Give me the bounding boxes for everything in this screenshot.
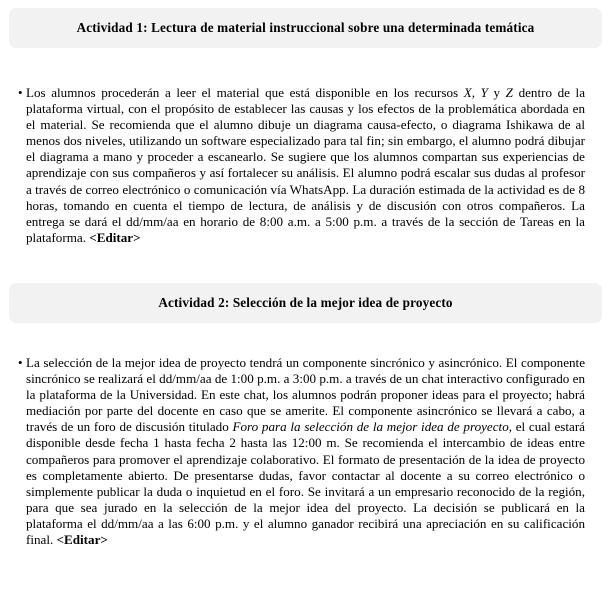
activity-1-bullet-row (18, 85, 585, 246)
activity-1-paragraph: Los alumnos procederán a leer el material que está disponible en los recursos X, Y y Z dentro de la plataforma virtual, con el propósito de establecer las causas y los efectos de la problemática abordada en el material. Se recomienda que el alumno dibuje un diagrama causa-efecto, o diagrama Ishikawa de al menos dos niveles, utilizando un software especializado para tal fin; sin embargo, el alumno podrá dibujar el diagrama a mano y proceder a escanearlo. Se sugiere que los alumnos compartan sus experiencias de aprendizaje con sus compañeros y así fortalecer su análisis. El alumno podrá escalar sus dudas al profesor a través de correo electrónico o comunicación vía WhatsApp. La duración estimada de la actividad es de 8 horas, tomando en cuenta el tiempo de lectura, de análisis y de discusión con otros compañeros. La entrega se dará el dd/mm/aa en horario de 8:00 a.m. a 5:00 p.m. a través de la sección de Tareas en la plataforma. <Editar> (26, 85, 586, 245)
activity-1-banner (9, 8, 602, 48)
activity-2-bullet-row (18, 355, 585, 548)
activity-1-body (18, 85, 585, 246)
activity-2-banner (9, 283, 602, 323)
bullet-icon: • (18, 354, 23, 370)
spacer-banner-1 (0, 48, 611, 85)
activity-2-paragraph: La selección de la mejor idea de proyecto tendrá un componente sincrónico y asincrónico. El componente sincrónico se realizará el dd/mm/aa de 1:00 p.m. a 3:00 p.m. a través de un chat interactivo configurado en la plataforma de la Universidad. En este chat, los alumnos podrán proponer ideas para el proyecto; habrá mediación por parte del docente en caso que se amerite. El componente asincrónico se llevará a cabo, a través de un foro de discusión titulado Foro para la selección de la mejor idea de proyecto, el cual estará disponible desde fecha 1 hasta fecha 2 hasta las 12:00 m. Se recomienda el intercambio de ideas entre compañeros para promover el aprendizaje colaborativo. El formato de presentación de la idea de proyecto es completamente abierto. De presentarse dudas, favor contactar al docente a su correo electrónico o simplemente publicar la duda o inquietud en el foro. Se invitará a un empresario reconocido de la región, para que sea jurado en la selección de la mejor idea del proyecto. La decisión se publicará en la plataforma el dd/mm/aa a las 6:00 p.m. y el alumno ganador recibirá una apreciación en su calificación final. <Editar> (26, 354, 585, 547)
top-spacer (0, 0, 611, 8)
activity-1-title: Actividad 1: Lectura de material instruccional sobre una determinada temática (76, 20, 535, 36)
bullet-icon: • (18, 85, 23, 100)
spacer-banner-2 (0, 323, 611, 355)
activity-2-title: Actividad 2: Selección de la mejor idea de proyecto (158, 295, 453, 311)
activity-2-body (18, 355, 585, 548)
spacer-paragraph-1 (0, 246, 611, 283)
